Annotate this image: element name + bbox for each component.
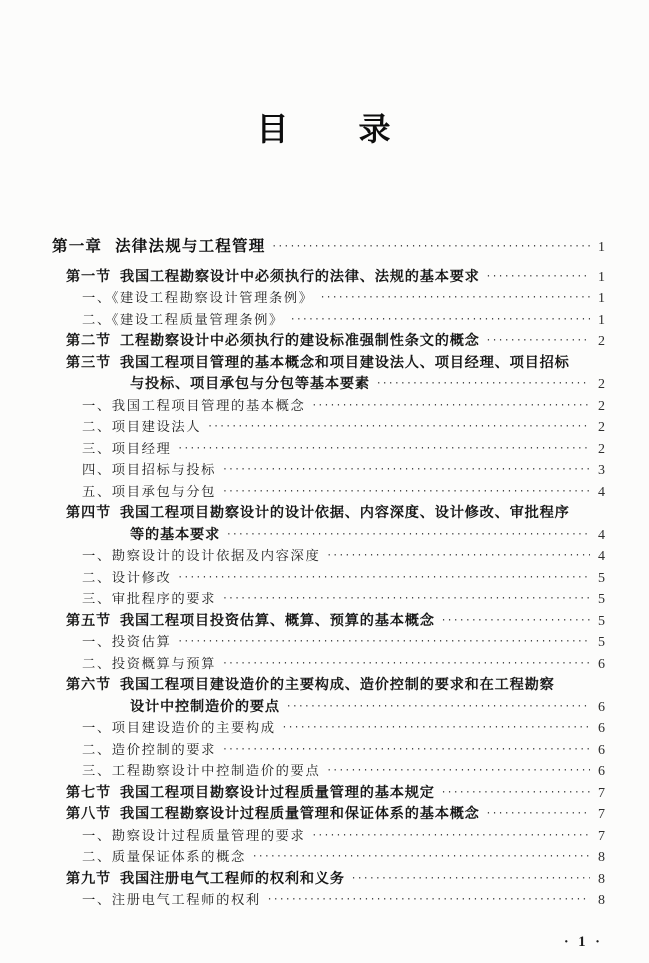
toc-entry-continuation-line — [52, 524, 605, 546]
toc-entry-line — [52, 481, 605, 503]
toc-entry-page-number: 6 — [598, 742, 605, 758]
toc-entry-title: 二、《建设工程质量管理条例》 — [82, 311, 284, 327]
toc-entry-page-number: 8 — [598, 893, 605, 908]
toc-entry-label: 第一章 — [52, 238, 103, 255]
toc-entry-title: 四、项目招标与投标 — [82, 462, 217, 477]
toc-entry-line — [52, 416, 605, 438]
toc-entry-title: 三、审批程序的要求 — [82, 591, 217, 606]
toc-entry-title-continued: 等的基本要求 — [130, 526, 220, 543]
toc-entry-title-continued: 设计中控制造价的要点 — [130, 698, 280, 715]
toc-entry-title: 一、勘察设计过程质量管理的要求 — [82, 827, 306, 843]
dot-leader — [272, 239, 590, 253]
toc-entry-title: 我国工程勘察设计过程质量管理和保证体系的基本概念 — [119, 806, 480, 822]
toc-entry-line — [52, 846, 605, 868]
dot-leader — [327, 548, 590, 562]
dot-leader — [352, 871, 590, 885]
toc-entry-line — [52, 502, 605, 524]
toc-entry-page-number: 7 — [598, 828, 605, 844]
toc-entry-title: 一、我国工程项目管理的基本概念 — [82, 397, 306, 413]
toc-entry-line — [52, 352, 605, 374]
toc-entry-line — [52, 610, 605, 632]
page-title: 目 录 — [256, 111, 393, 147]
toc-entry-page-number: 5 — [598, 592, 605, 607]
dot-leader — [327, 763, 590, 777]
dot-leader — [178, 570, 590, 584]
toc-entry-title: 我国工程项目投资估算、概算、预算的基本概念 — [119, 612, 435, 629]
toc-entry-line — [52, 266, 605, 288]
toc-entry-page-number: 3 — [598, 463, 605, 478]
toc-entry-title: 二、质量保证体系的概念 — [82, 849, 246, 864]
toc-entry-page-number: 5 — [598, 570, 605, 586]
toc-entry-line — [52, 674, 605, 696]
toc-entry-label: 第一节 — [66, 268, 111, 285]
toc-entry-page-number: 5 — [598, 613, 605, 629]
folio-page-number: · 1 · — [563, 934, 603, 950]
toc-entry-page-number: 6 — [598, 764, 605, 779]
toc-entry-label: 第四节 — [66, 505, 111, 521]
dot-leader — [291, 312, 590, 326]
dot-leader — [178, 634, 590, 648]
toc-entry-page-number: 2 — [598, 420, 605, 435]
page-footer — [537, 917, 603, 963]
toc-entry-page-number: 1 — [598, 312, 605, 328]
toc-entry-title: 我国注册电气工程师的权利和义务 — [119, 870, 345, 887]
toc-entry-title: 我国工程项目勘察设计过程质量管理的基本规定 — [119, 784, 435, 801]
toc-entry-line — [52, 739, 605, 761]
dot-leader — [487, 806, 590, 820]
toc-entry-title: 我国工程勘察设计中必须执行的法律、法规的基本要求 — [119, 268, 480, 285]
toc-entry-page-number: 7 — [598, 807, 605, 822]
toc-entry-title: 二、项目建设法人 — [82, 419, 202, 434]
toc-entry-line — [52, 567, 605, 589]
toc-entry-title: 三、工程勘察设计中控制造价的要点 — [82, 763, 321, 778]
toc-entry-page-number: 1 — [598, 269, 605, 285]
toc-entry-line — [52, 717, 605, 739]
toc-entry-page-number: 2 — [598, 398, 605, 414]
toc-entry-line — [52, 459, 605, 481]
dot-leader — [223, 484, 590, 498]
toc-entry-page-number: 6 — [598, 699, 605, 715]
toc-entry-continuation-line — [52, 373, 605, 395]
toc-entry-title: 二、造价控制的要求 — [82, 741, 217, 757]
toc-entry-line — [52, 782, 605, 804]
toc-entry-label: 第六节 — [66, 677, 111, 693]
toc-entry-line — [52, 234, 605, 256]
toc-entry-page-number: 7 — [598, 785, 605, 801]
toc-entry-title: 一、项目建设造价的主要构成 — [82, 720, 276, 735]
dot-leader — [227, 527, 590, 541]
toc-entry-title: 一、《建设工程勘察设计管理条例》 — [82, 290, 314, 305]
toc-entry-title: 我国工程项目建设造价的主要构成、造价控制的要求和在工程勘察 — [119, 677, 555, 693]
toc-entry-page-number: 4 — [598, 527, 605, 543]
toc-entry-page-number: 8 — [598, 850, 605, 865]
toc-entry-page-number: 4 — [598, 484, 605, 500]
dot-leader — [253, 849, 590, 863]
dot-leader — [223, 742, 590, 756]
toc-entry-line — [52, 631, 605, 653]
toc-entry-page-number: 2 — [598, 334, 605, 349]
dot-leader — [268, 892, 590, 906]
toc-list — [52, 234, 605, 911]
toc-entry-title: 我国工程项目勘察设计的设计依据、内容深度、设计修改、审批程序 — [119, 505, 570, 521]
toc-entry-page-number: 6 — [598, 656, 605, 672]
toc-entry-title: 法律法规与工程管理 — [115, 238, 266, 255]
dot-leader — [178, 441, 590, 455]
toc-entry-line — [52, 395, 605, 417]
dot-leader — [442, 785, 590, 799]
toc-entry-line — [52, 868, 605, 890]
toc-entry-title-continued: 与投标、项目承包与分包等基本要素 — [130, 376, 370, 392]
toc-entry-title: 一、勘察设计的设计依据及内容深度 — [82, 548, 321, 563]
toc-entry-title: 一、注册电气工程师的权利 — [82, 892, 261, 907]
toc-entry-line — [52, 287, 605, 309]
dot-leader — [223, 656, 590, 670]
dot-leader — [312, 398, 590, 412]
dot-leader — [223, 591, 590, 605]
toc-entry-title: 我国工程项目管理的基本概念和项目建设法人、项目经理、项目招标 — [119, 354, 570, 371]
toc-entry-line — [52, 760, 605, 782]
dot-leader — [283, 720, 590, 734]
toc-entry-line — [52, 330, 605, 352]
toc-entry-line — [52, 889, 605, 911]
toc-entry-label: 第九节 — [66, 870, 111, 887]
toc-entry-page-number: 1 — [598, 240, 605, 255]
toc-entry-page-number: 6 — [598, 721, 605, 736]
toc-entry-page-number: 2 — [598, 377, 605, 392]
dot-leader — [442, 613, 590, 627]
toc-entry-title: 三、项目经理 — [82, 440, 172, 456]
toc-entry-label: 第三节 — [66, 354, 111, 371]
dot-leader — [487, 269, 590, 283]
toc-entry-page-number: 4 — [598, 549, 605, 564]
toc-entry-title: 工程勘察设计中必须执行的建设标准强制性条文的概念 — [119, 333, 480, 349]
toc-entry-line — [52, 588, 605, 610]
toc-entry-line — [52, 825, 605, 847]
toc-entry-label: 第七节 — [66, 784, 111, 801]
toc-entry-label: 第八节 — [66, 806, 111, 822]
dot-leader — [223, 462, 590, 476]
dot-leader — [208, 419, 590, 433]
toc-entry-title: 二、设计修改 — [82, 569, 172, 585]
toc-entry-page-number: 2 — [598, 441, 605, 457]
dot-leader — [287, 699, 590, 713]
toc-entry-line — [52, 438, 605, 460]
toc-entry-label: 第二节 — [66, 333, 111, 349]
toc-entry-line — [52, 545, 605, 567]
dot-leader — [487, 333, 590, 347]
toc-entry-line — [52, 653, 605, 675]
toc-entry-title: 一、投资估算 — [82, 634, 172, 649]
toc-entry-label: 第五节 — [66, 612, 111, 629]
toc-entry-page-number: 8 — [598, 871, 605, 887]
toc-entry-title: 五、项目承包与分包 — [82, 483, 217, 499]
dot-leader — [312, 828, 590, 842]
dot-leader — [321, 290, 590, 304]
toc-entry-page-number: 5 — [598, 635, 605, 650]
toc-entry-line — [52, 309, 605, 331]
toc-entry-line — [52, 803, 605, 825]
toc-entry-page-number: 1 — [598, 291, 605, 306]
dot-leader — [377, 376, 590, 390]
toc-entry-title: 二、投资概算与预算 — [82, 655, 217, 671]
toc-entry-continuation-line — [52, 696, 605, 718]
